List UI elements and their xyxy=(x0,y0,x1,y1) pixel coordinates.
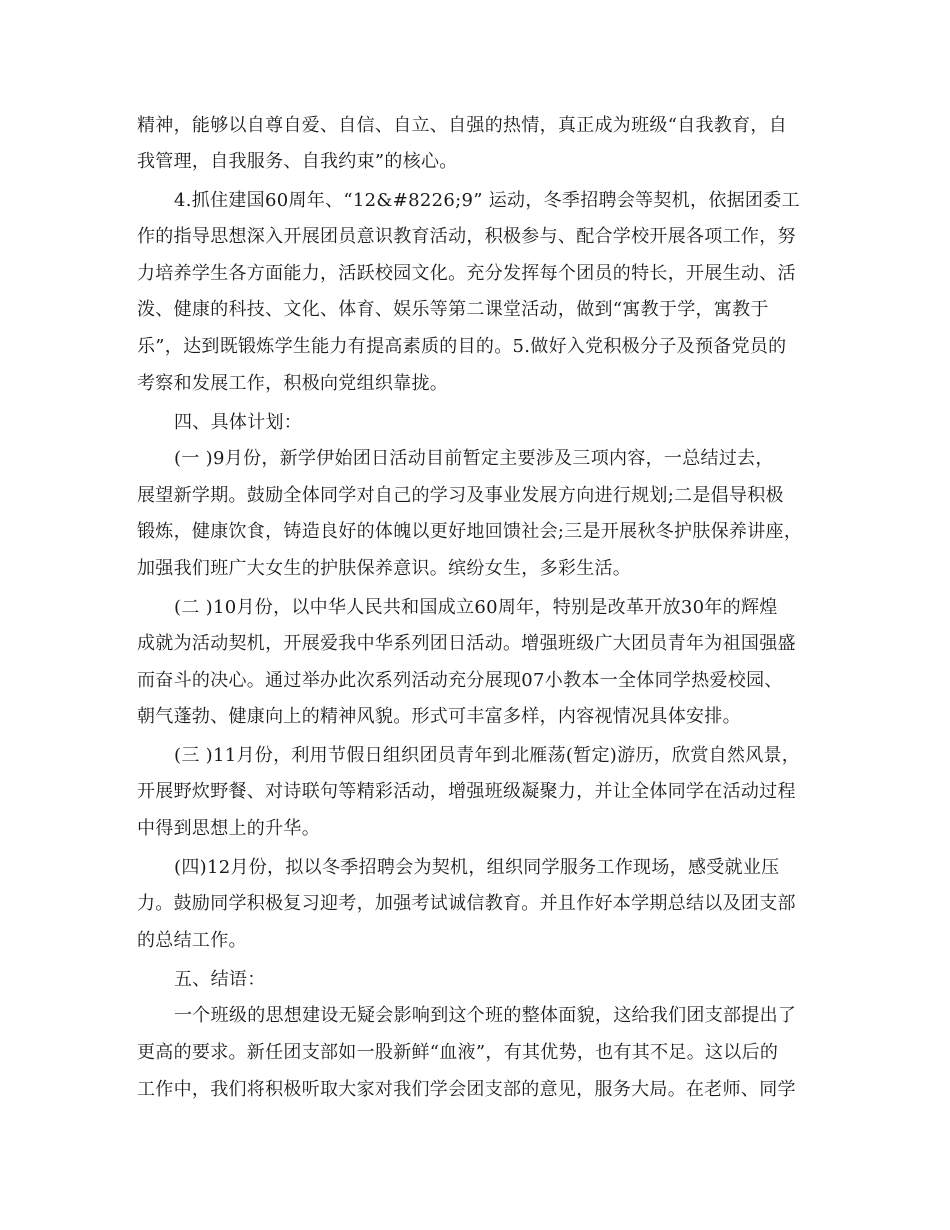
text-line: 精神，能够以自尊自爱、自信、自立、自强的热情，真正成为班级“自我教育，自 xyxy=(137,115,787,136)
text-line: 的总结工作。 xyxy=(137,930,247,951)
text-line: (四)12月份，拟以冬季招聘会为契机，组织同学服务工作现场，感受就业压 xyxy=(174,857,780,878)
text-line: 更高的要求。新任团支部如一股新鲜“血液”，有其优势，也有其不足。这以后的 xyxy=(137,1042,779,1063)
text-line: 开展野炊野餐、对诗联句等精彩活动，增强班级凝聚力，并让全体同学在活动过程 xyxy=(137,781,796,802)
text-line: 我管理，自我服务、自我约束”的核心。 xyxy=(137,151,458,172)
text-line: 工作中，我们将积极听取大家对我们学会团支部的意见，服务大局。在老师、同学 xyxy=(137,1079,796,1100)
text-line: 朝气蓬勃、健康向上的精神风貌。形式可丰富多样，内容视情况具体安排。 xyxy=(137,706,741,727)
text-line: 展望新学期。鼓励全体同学对自己的学习及事业发展方向进行规划;二是倡导积极 xyxy=(137,485,784,506)
text-line: (三 )11月份，利用节假日组织团员青年到北雁荡(暂定)游历，欣赏自然风景， xyxy=(174,745,801,766)
text-line: 作的指导思想深入开展团员意识教育活动，积极参与、配合学校开展各项工作，努 xyxy=(137,226,796,247)
text-line: (二 )10月份，以中华人民共和国成立60周年，特别是改革开放30年的辉煌 xyxy=(174,597,778,618)
text-line: 而奋斗的决心。通过举办此次系列活动充分展现07小教本一全体同学热爱校园、 xyxy=(137,670,783,691)
text-line: 锻炼，健康饮食，铸造良好的体魄以更好地回馈社会;三是开展秋冬护肤保养讲座， xyxy=(137,521,803,542)
section-heading: 五、结语： xyxy=(174,969,266,990)
text-line: 力。鼓励同学积极复习迎考，加强考试诚信教育。并且作好本学期总结以及团支部 xyxy=(137,893,796,914)
text-line: 一个班级的思想建设无疑会影响到这个班的整体面貌，这给我们团支部提出了 xyxy=(174,1005,797,1026)
text-line: 加强我们班广大女生的护肤保养意识。缤纷女生，多彩生活。 xyxy=(137,558,632,579)
text-line: (一 )9月份，新学伊始团日活动目前暂定主要涉及三项内容，一总结过去， xyxy=(174,448,774,469)
text-line: 成就为活动契机，开展爱我中华系列团日活动。增强班级广大团员青年为祖国强盛 xyxy=(137,633,796,654)
text-line: 力培养学生各方面能力，活跃校园文化。充分发挥每个团员的特长，开展生动、活 xyxy=(137,263,796,284)
text-line: 中得到思想上的升华。 xyxy=(137,818,320,839)
text-line: 4.抓住建国60周年、“12&#8226;9” 运动，冬季招聘会等契机，依据团委工 xyxy=(174,190,800,211)
section-heading: 四、具体计划： xyxy=(174,412,303,433)
text-line: 考察和发展工作，积极向党组织靠拢。 xyxy=(137,373,449,394)
text-line: 泼、健康的科技、文化、体育、娱乐等第二课堂活动，做到“寓教于学，寓教于 xyxy=(137,299,769,320)
text-line: 乐”，达到既锻炼学生能力有提高素质的目的。5.做好入党积极分子及预备党员的 xyxy=(137,336,787,357)
